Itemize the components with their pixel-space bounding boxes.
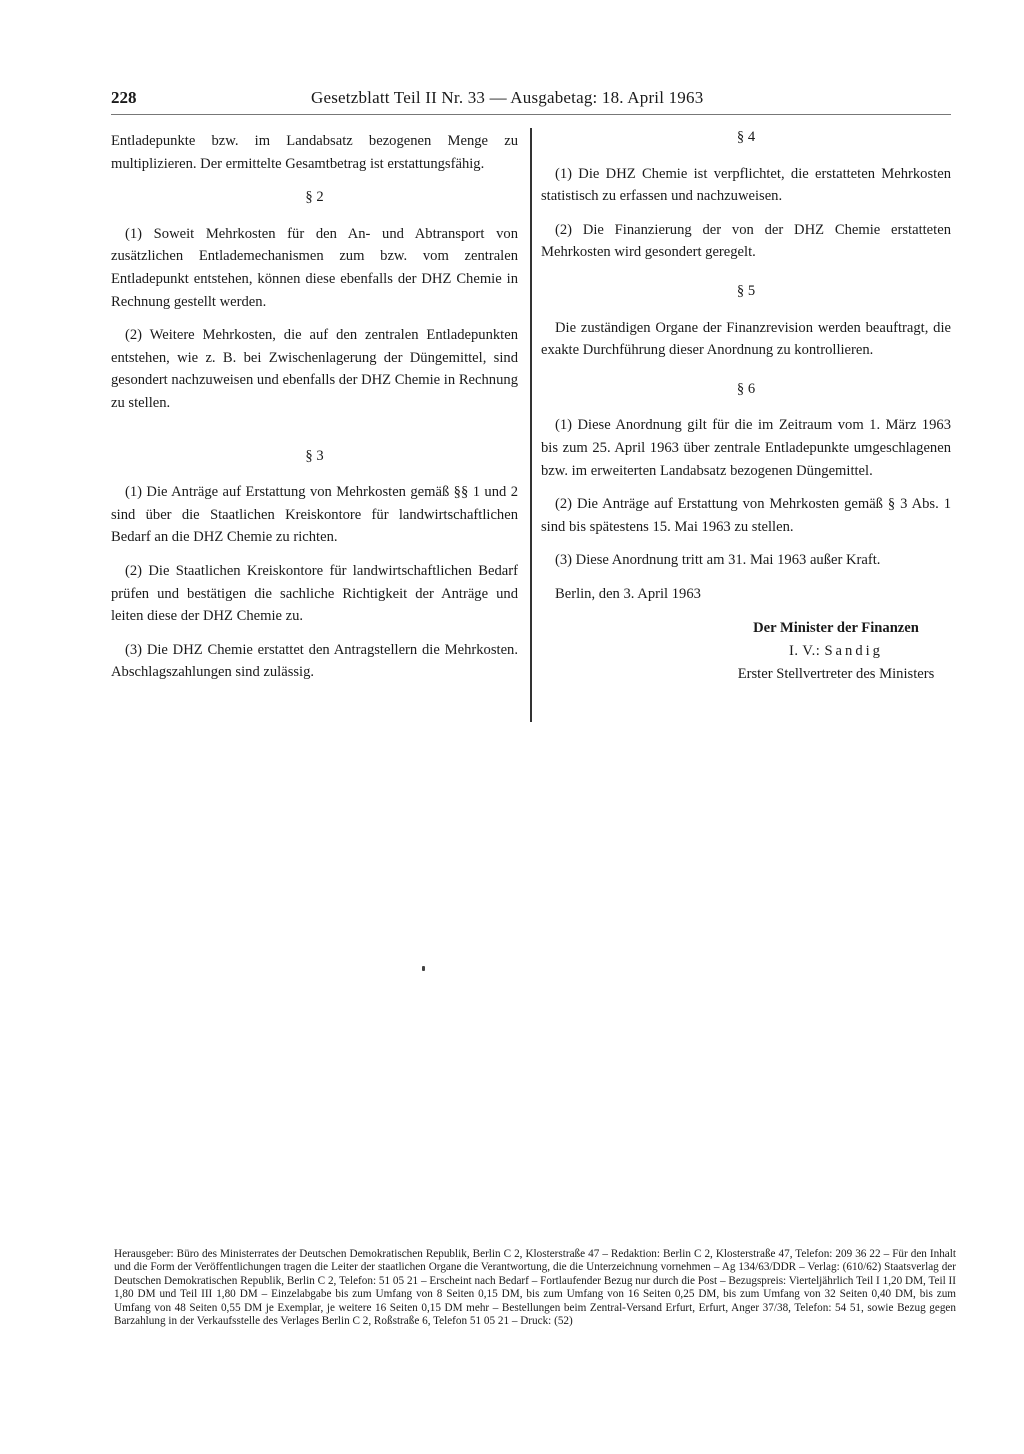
section-2-paragraph-2: (2) Weitere Mehrkosten, die auf den zentralen Entladepunkten entstehen, wie z. B. bei Zwischenlagerung der Düngemittel, sind gesondert nachzuweisen und ebenfalls der DHZ Chemie in Rechnung zu stellen. (111, 327, 518, 411)
section-4-paragraph-1: (1) Die DHZ Chemie ist verpflichtet, die erstatteten Mehrkosten statistisch zu erfassen und nachzuweisen. (541, 165, 951, 205)
section-6-heading: § 6 (736, 380, 756, 397)
signatory-name: Sandig (824, 642, 883, 659)
signatory-role: Erster Stellvertreter des Ministers (737, 665, 935, 682)
section-2-paragraph-1: (1) Soweit Mehrkosten für den An- und Abtransport von zusätzlichen Entlademechanismen zum bzw. vom zentralen Entladepunkt entstehen, können diese ebenfalls der DHZ Chemie in Rechnung gestellt werden. (111, 225, 518, 310)
publisher-imprint: Herausgeber: Büro des Ministerrates der Deutschen Demokratischen Republik, Berlin C 2, Klosterstraße 47 – Redaktion: Berlin C 2, Klosterstraße 47, Telefon: 209 36 22 – Für den Inhalt und die Form der Veröffentlichungen tragen die Leiter der staatlichen Organe die Verantwortung, die die Unterzeichnung vornehmen – Ag 134/63/DDR – Verlag: (610/62) Staatsverlag der Deutschen Demokratischen Republik, Berlin C 2, Telefon: 51 05 21 – Erscheint nach Bedarf – Fortlaufender Bezug nur durch die Post – Bezugspreis: Vierteljährlich Teil I 1,20 DM, Teil II 1,80 DM und Teil III 1,80 DM – Einzelabgabe bis zum Umfang von 8 Seiten 0,15 DM, bis zum Umfang von 16 Seiten 0,25 DM, bis zum Umfang von 32 Seiten 0,40 DM, bis zum Umfang von 48 Seiten 0,55 DM je Exemplar, je weitere 16 Seiten 0,15 DM mehr – Bestellungen beim Zentral-Versand Erfurt, Erfurt, Anger 37/38, Telefon: 54 51, sowie Bezug gegen Barzahlung in der Verkaufsstelle des Verlages Berlin C 2, Roßstraße 6, Telefon 51 05 21 – Druck: (52) (114, 1248, 956, 1328)
section-6-paragraph-3: (3) Diese Anordnung tritt am 31. Mai 1963 außer Kraft. (555, 552, 881, 569)
signature-block (541, 617, 951, 686)
running-title: Gesetzblatt Teil II Nr. 33 — Ausgabetag: 18. April 1963 (311, 88, 704, 107)
section-6-paragraph-1: (1) Diese Anordnung gilt für die im Zeitraum vom 1. März 1963 bis zum 25. April 1963 über zentrale Entladepunkte umgeschlagenen bzw. im erweiterten Landabsatz bezogenen Düngemittel. (541, 417, 951, 479)
right-column (541, 126, 951, 686)
signatory-line (721, 640, 951, 663)
continuation-paragraph: Entladepunkte bzw. im Landabsatz bezogenen Menge zu multiplizieren. Der ermittelte Gesamtbetrag ist erstattungsfähig. (111, 133, 518, 172)
section-3-paragraph-2: (2) Die Staatlichen Kreiskontore für landwirtschaftlichen Bedarf prüfen und bestätigen die sachliche Richtigkeit der Anträge und leiten diese der DHZ Chemie zu. (111, 562, 518, 625)
header-rule (111, 114, 951, 115)
section-3-paragraph-1: (1) Die Anträge auf Erstattung von Mehrkosten gemäß §§ 1 und 2 sind über die Staatlichen Kreiskontore für landwirtschaftlichen Bedarf an die DHZ Chemie zu richten. (111, 484, 518, 546)
page-header (111, 88, 951, 114)
section-3-heading: § 3 (305, 447, 324, 464)
left-column (111, 130, 518, 695)
section-5-paragraph-1: Die zuständigen Organe der Finanzrevision werden beauftragt, die exakte Durchführung dieser Anordnung zu kontrollieren. (541, 319, 951, 359)
section-6-paragraph-2: (2) Die Anträge auf Erstattung von Mehrkosten gemäß § 3 Abs. 1 sind bis spätestens 15. Mai 1963 zu stellen. (541, 496, 951, 535)
section-3-paragraph-3: (3) Die DHZ Chemie erstattet den Antragstellern die Mehrkosten. Abschlagszahlungen sind zulässig. (111, 641, 518, 681)
section-4-paragraph-2: (2) Die Finanzierung der von der DHZ Chemie erstatteten Mehrkosten wird gesondert geregelt. (541, 221, 951, 261)
iv-prefix: I. V.: (789, 642, 821, 659)
section-4-heading: § 4 (736, 129, 756, 145)
place-and-date: Berlin, den 3. April 1963 (555, 585, 701, 602)
minister-title: Der Minister der Finanzen (753, 619, 919, 636)
section-2-heading: § 2 (305, 189, 324, 206)
section-5-heading: § 5 (736, 282, 756, 299)
page-number: 228 (111, 88, 137, 107)
column-divider (530, 128, 532, 722)
print-speck (422, 966, 425, 971)
